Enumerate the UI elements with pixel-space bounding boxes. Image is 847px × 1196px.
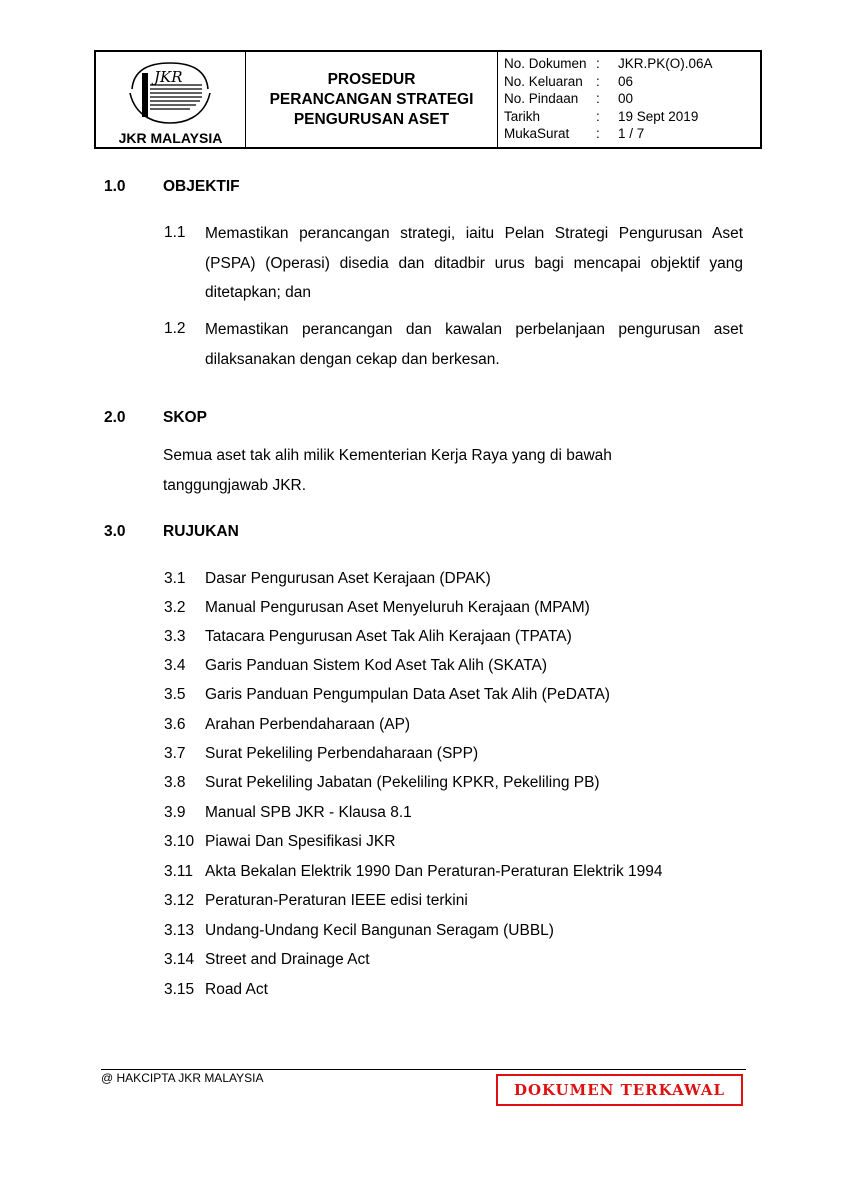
item-text: Manual SPB JKR - Klausa 8.1 (205, 804, 412, 821)
item-number: 3.4 (164, 657, 186, 674)
item-text: Garis Panduan Sistem Kod Aset Tak Alih (SKATA) (205, 657, 548, 674)
controlled-document-stamp: DOKUMEN TERKAWAL (496, 1074, 743, 1106)
logo-text: JKR (154, 68, 183, 86)
item-text: Surat Pekeliling Jabatan (Pekeliling KPKR, Pekeliling PB) (205, 774, 600, 791)
item-number: 3.11 (164, 863, 194, 880)
meta-key: Tarikh (504, 108, 541, 124)
section-title: OBJEKTIF (163, 178, 240, 195)
meta-row-document-no (504, 55, 760, 73)
meta-row-page (504, 125, 760, 143)
logo-cell (96, 52, 246, 147)
item-number: 3.8 (164, 774, 186, 791)
meta-sep: : (596, 91, 600, 106)
item-number: 1.2 (164, 320, 186, 337)
item-number: 3.13 (164, 922, 195, 939)
item-number: 1.1 (164, 224, 186, 241)
document-title (246, 52, 498, 147)
footer-divider (101, 1069, 746, 1070)
document-header (94, 50, 762, 149)
meta-row-issue-no (504, 73, 760, 91)
title-line: PROSEDUR (327, 70, 416, 88)
item-text: Undang-Undang Kecil Bangunan Seragam (UBBL) (205, 922, 554, 939)
item-text: Dasar Pengurusan Aset Kerajaan (DPAK) (205, 570, 491, 587)
item-text: Piawai Dan Spesifikasi JKR (205, 833, 396, 850)
item-number: 3.6 (164, 716, 186, 733)
meta-value: 00 (618, 91, 634, 106)
meta-sep: : (596, 73, 600, 89)
item-text: Akta Bekalan Elektrik 1990 Dan Peraturan-Peraturan Elektrik 1994 (205, 863, 663, 880)
document-meta (498, 52, 760, 147)
item-number: 3.10 (164, 833, 195, 850)
copyright-text: @ HAKCIPTA JKR MALAYSIA (101, 1071, 264, 1085)
item-text: Tatacara Pengurusan Aset Tak Alih Kerajaan (TPATA) (205, 628, 572, 645)
item-number: 3.15 (164, 981, 195, 998)
objektif-item-text: Memastikan perancangan dan kawalan perbelanjaan pengurusan aset dilaksanakan dengan cekap dan berkesan. (205, 321, 743, 368)
item-number: 3.3 (164, 628, 186, 645)
meta-sep: : (596, 108, 600, 124)
item-number: 3.2 (164, 599, 186, 616)
meta-row-amendment-no (504, 90, 760, 108)
jkr-logo-icon (124, 59, 216, 131)
item-text: Surat Pekeliling Perbendaharaan (SPP) (205, 745, 479, 762)
meta-value: 06 (618, 73, 634, 89)
org-name: JKR MALAYSIA (118, 130, 223, 146)
item-text: Street and Drainage Act (205, 951, 370, 968)
item-text: Manual Pengurusan Aset Menyeluruh Kerajaan (MPAM) (205, 599, 590, 616)
item-text: Peraturan-Peraturan IEEE edisi terkini (205, 892, 468, 909)
meta-value: JKR.PK(O).06A (618, 56, 713, 71)
item-text: Arahan Perbendaharaan (AP) (205, 716, 411, 733)
item-number: 3.9 (164, 804, 186, 821)
meta-value: 1 / 7 (618, 126, 645, 141)
item-number: 3.12 (164, 892, 195, 909)
meta-value: 19 Sept 2019 (618, 108, 699, 124)
meta-key: MukaSurat (504, 126, 570, 141)
skop-text: Semua aset tak alih milik Kementerian Kerja Raya yang di bawah tanggungjawab JKR. (163, 447, 612, 494)
item-number: 3.7 (164, 745, 186, 762)
section-number: 1.0 (104, 178, 126, 195)
item-number: 3.14 (164, 951, 195, 968)
section-number: 2.0 (104, 409, 126, 426)
item-number: 3.1 (164, 570, 186, 587)
item-number: 3.5 (164, 686, 186, 703)
item-text: Road Act (205, 981, 268, 998)
item-text: Garis Panduan Pengumpulan Data Aset Tak Alih (PeDATA) (205, 686, 610, 703)
objektif-item-text: Memastikan perancangan strategi, iaitu Pelan Strategi Pengurusan Aset (PSPA) (Operasi) disedia dan ditadbir urus bagi mencapai objektif yang ditetapkan; dan (205, 225, 743, 301)
meta-key: No. Dokumen (504, 56, 587, 71)
title-line: PERANCANGAN STRATEGI (269, 90, 474, 108)
title-line: PENGURUSAN ASET (293, 110, 450, 128)
meta-sep: : (596, 56, 600, 71)
section-title: RUJUKAN (163, 523, 239, 540)
section-number: 3.0 (104, 523, 126, 540)
section-title: SKOP (163, 409, 207, 426)
meta-sep: : (596, 126, 600, 141)
meta-key: No. Pindaan (504, 91, 579, 106)
meta-key: No. Keluaran (504, 73, 583, 89)
meta-row-date (504, 108, 760, 126)
